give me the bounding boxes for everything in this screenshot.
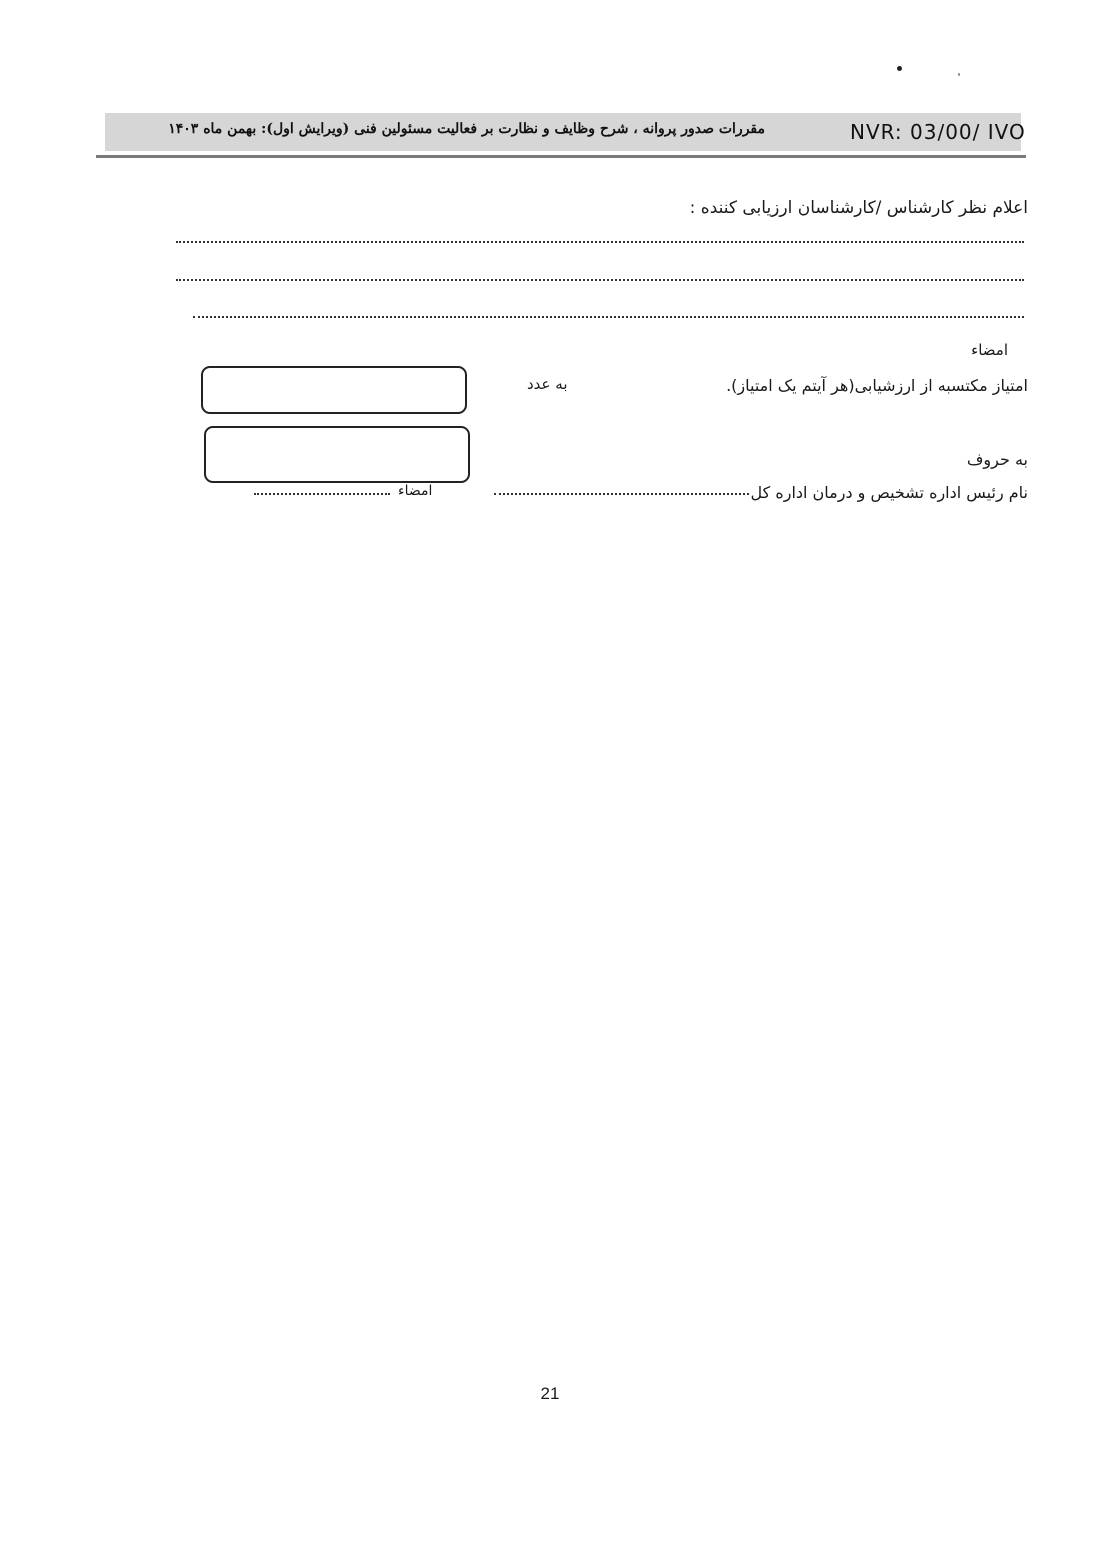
comment-line-3[interactable] [193,316,1024,318]
chief-name-field[interactable] [494,493,749,495]
document-title: مقررات صدور پروانه ، شرح وظایف و نظارت بر فعالیت مسئولین فنی (ویرایش اول): بهمن ماه ۱۴۰۳ [168,121,765,137]
score-label: امتیاز مکتسبه از ارزشیابی(هر آیتم یک امتیاز). [726,376,1028,395]
by-number-label: به عدد [527,375,568,393]
chief-signature-field[interactable] [254,493,390,495]
scan-speck [958,73,960,76]
chief-signature-label: امضاء [398,483,433,499]
header-divider [96,155,1026,158]
score-letters-field[interactable] [204,426,470,483]
comment-line-1[interactable] [176,241,1024,243]
evaluator-signature-label: امضاء [971,341,1008,359]
chief-name-row [494,483,1028,502]
scan-speck [897,66,902,71]
chief-name-label: نام رئیس اداره تشخیص و درمان اداره کل [750,483,1028,502]
evaluator-comment-label: اعلام نظر کارشناس /کارشناسان ارزیابی کننده : [689,198,1028,218]
comment-line-2[interactable] [176,279,1024,281]
page-number: 21 [540,1384,560,1403]
by-letters-label: به حروف [966,450,1028,469]
document-code: NVR: 03/00/ IVO [850,120,1026,144]
score-number-field[interactable] [201,366,467,414]
